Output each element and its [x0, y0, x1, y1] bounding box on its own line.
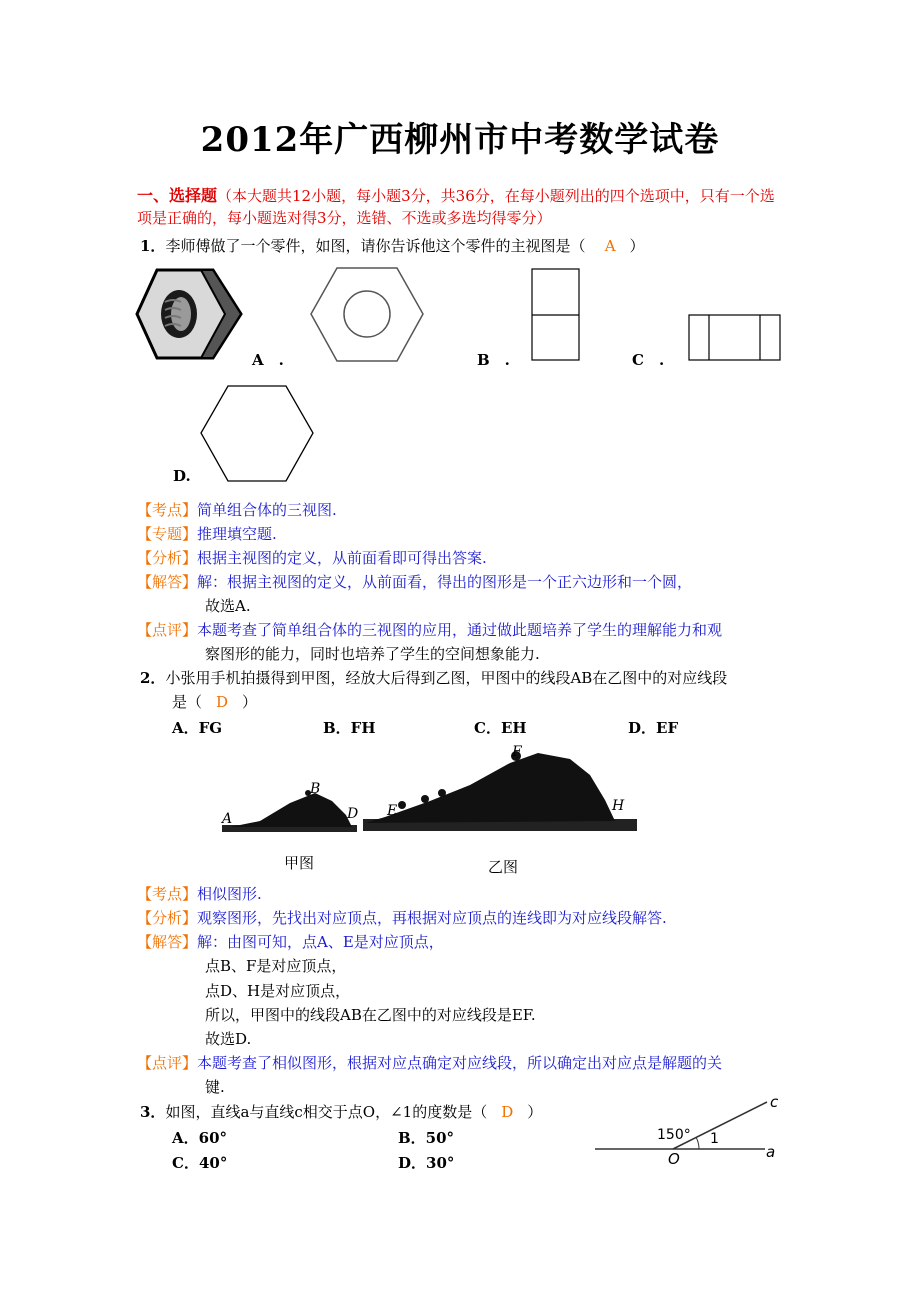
- figure-label-right: 乙图: [488, 858, 519, 876]
- note-tag: 【专题】: [137, 525, 198, 543]
- section-title: 一、选择题: [137, 186, 218, 205]
- angle-label-1: 1: [710, 1131, 719, 1147]
- question-number: 1．: [140, 237, 166, 255]
- section-description: （本大题共12小题，每小题3分，共36分，在每小题列出的四个选项中，只有一个选项是正确的，每小题选对得3分，选错、不选或多选均得零分）: [137, 187, 775, 227]
- note-body: 观察图形，先找出对应顶点，再根据对应顶点的连线即为对应线段解答.: [197, 909, 667, 927]
- note-tag: 【点评】: [137, 621, 198, 639]
- question-number: 3．: [140, 1103, 166, 1121]
- question-close: ）: [629, 237, 645, 255]
- line-c-label: c: [770, 1093, 779, 1111]
- note-body: 相似图形.: [197, 885, 262, 903]
- point-a: A: [222, 811, 233, 827]
- note-tag: 【解答】: [137, 573, 198, 591]
- question-text: 小张用手机拍摄得到甲图，经放大后得到乙图，甲图中的线段AB在乙图中的对应线段: [165, 669, 728, 687]
- question-1: [140, 234, 645, 258]
- option-c: C．EH: [474, 719, 527, 737]
- option-d: D．EF: [628, 719, 679, 737]
- big-hill: [365, 753, 615, 823]
- question-close: ）: [527, 1103, 543, 1121]
- note-tag: 【考点】: [137, 885, 198, 903]
- note-tag: 【解答】: [137, 933, 198, 951]
- option-c-figure: [688, 314, 782, 362]
- note-jieda-line2: 点B、F是对应顶点，: [205, 957, 347, 975]
- note-kaodian: [137, 882, 262, 906]
- note-body: 本题考查了相似图形，根据对应点确定对应线段，所以确定出对应点是解题的关: [197, 1054, 723, 1072]
- question-text: 如图，直线a与直线c相交于点O，∠1的度数是（: [165, 1103, 488, 1121]
- note-fenxi: [137, 546, 487, 570]
- page-title: 2012年广西柳州市中考数学试卷: [200, 120, 720, 160]
- point-e: E: [387, 803, 398, 819]
- question-2: [140, 666, 727, 690]
- option-b: B．FH: [323, 719, 376, 737]
- option-b: B．50°: [398, 1129, 455, 1147]
- option-c-label: C .: [632, 351, 665, 369]
- answer-badge: A: [604, 237, 616, 255]
- note-body: 解：由图可知，点A、E是对应顶点，: [197, 933, 444, 951]
- answer-badge: D: [216, 693, 229, 711]
- note-dianping-cont: 键.: [205, 1078, 225, 1096]
- note-jieda-line5: 故选D.: [205, 1030, 252, 1048]
- note-tag: 【点评】: [137, 1054, 198, 1072]
- point-h: H: [612, 798, 625, 814]
- question-number: 2．: [140, 669, 166, 687]
- option-d: D．30°: [398, 1154, 455, 1172]
- figure-label-left: 甲图: [284, 854, 315, 872]
- option-b-label: B .: [477, 351, 510, 369]
- note-jieda: [137, 570, 692, 594]
- note-body: 本题考查了简单组合体的三视图的应用，通过做此题培养了学生的理解能力和观: [197, 621, 723, 639]
- answer-badge: D: [501, 1103, 514, 1121]
- option-a-figure: [309, 267, 425, 363]
- point-o: O: [668, 1150, 680, 1168]
- option-c: C．40°: [172, 1154, 228, 1172]
- point-f: F: [512, 744, 522, 760]
- note-jieda: [137, 930, 444, 954]
- note-body: 简单组合体的三视图.: [197, 501, 337, 519]
- note-jieda-line3: 点D、H是对应顶点，: [205, 982, 351, 1000]
- question-text: 是（: [172, 693, 203, 711]
- point-d: D: [347, 806, 359, 822]
- note-jieda-cont: 故选A.: [205, 597, 251, 615]
- note-tag: 【分析】: [137, 909, 198, 927]
- option-d-label: D.: [173, 467, 191, 485]
- line-a-label: a: [766, 1143, 776, 1161]
- note-tag: 【考点】: [137, 501, 198, 519]
- note-tag: 【分析】: [137, 549, 198, 567]
- option-d-figure: [200, 385, 316, 483]
- note-body: 根据主视图的定义，从前面看即可得出答案.: [197, 549, 487, 567]
- note-kaodian: [137, 498, 337, 522]
- option-b-figure: [531, 268, 581, 362]
- option-a: A．FG: [172, 719, 223, 737]
- note-dianping: [137, 618, 722, 642]
- option-a-label: A .: [252, 351, 284, 369]
- hill-figures: [220, 745, 640, 840]
- point-b: B: [310, 781, 321, 797]
- option-a: A．60°: [172, 1129, 228, 1147]
- nut-figure: [135, 268, 245, 360]
- question-3: [140, 1100, 542, 1124]
- question-text: 李师傅做了一个零件，如图，请你告诉他这个零件的主视图是（: [165, 237, 586, 255]
- note-fenxi: [137, 906, 667, 930]
- note-body: 解：根据主视图的定义，从前面看，得出的图形是一个正六边形和一个圆，: [197, 573, 693, 591]
- section-header: [137, 185, 787, 229]
- note-zhuanti: [137, 522, 277, 546]
- question-2-cont: [172, 690, 257, 714]
- note-jieda-line4: 所以，甲图中的线段AB在乙图中的对应线段是EF.: [205, 1006, 536, 1024]
- angle-label-150: 150°: [657, 1127, 691, 1143]
- small-hill: [230, 793, 352, 827]
- note-dianping: [137, 1051, 722, 1075]
- note-dianping-cont: 察图形的能力，同时也培养了学生的空间想象能力.: [205, 645, 540, 663]
- note-body: 推理填空题.: [197, 525, 277, 543]
- question-close: ）: [242, 693, 258, 711]
